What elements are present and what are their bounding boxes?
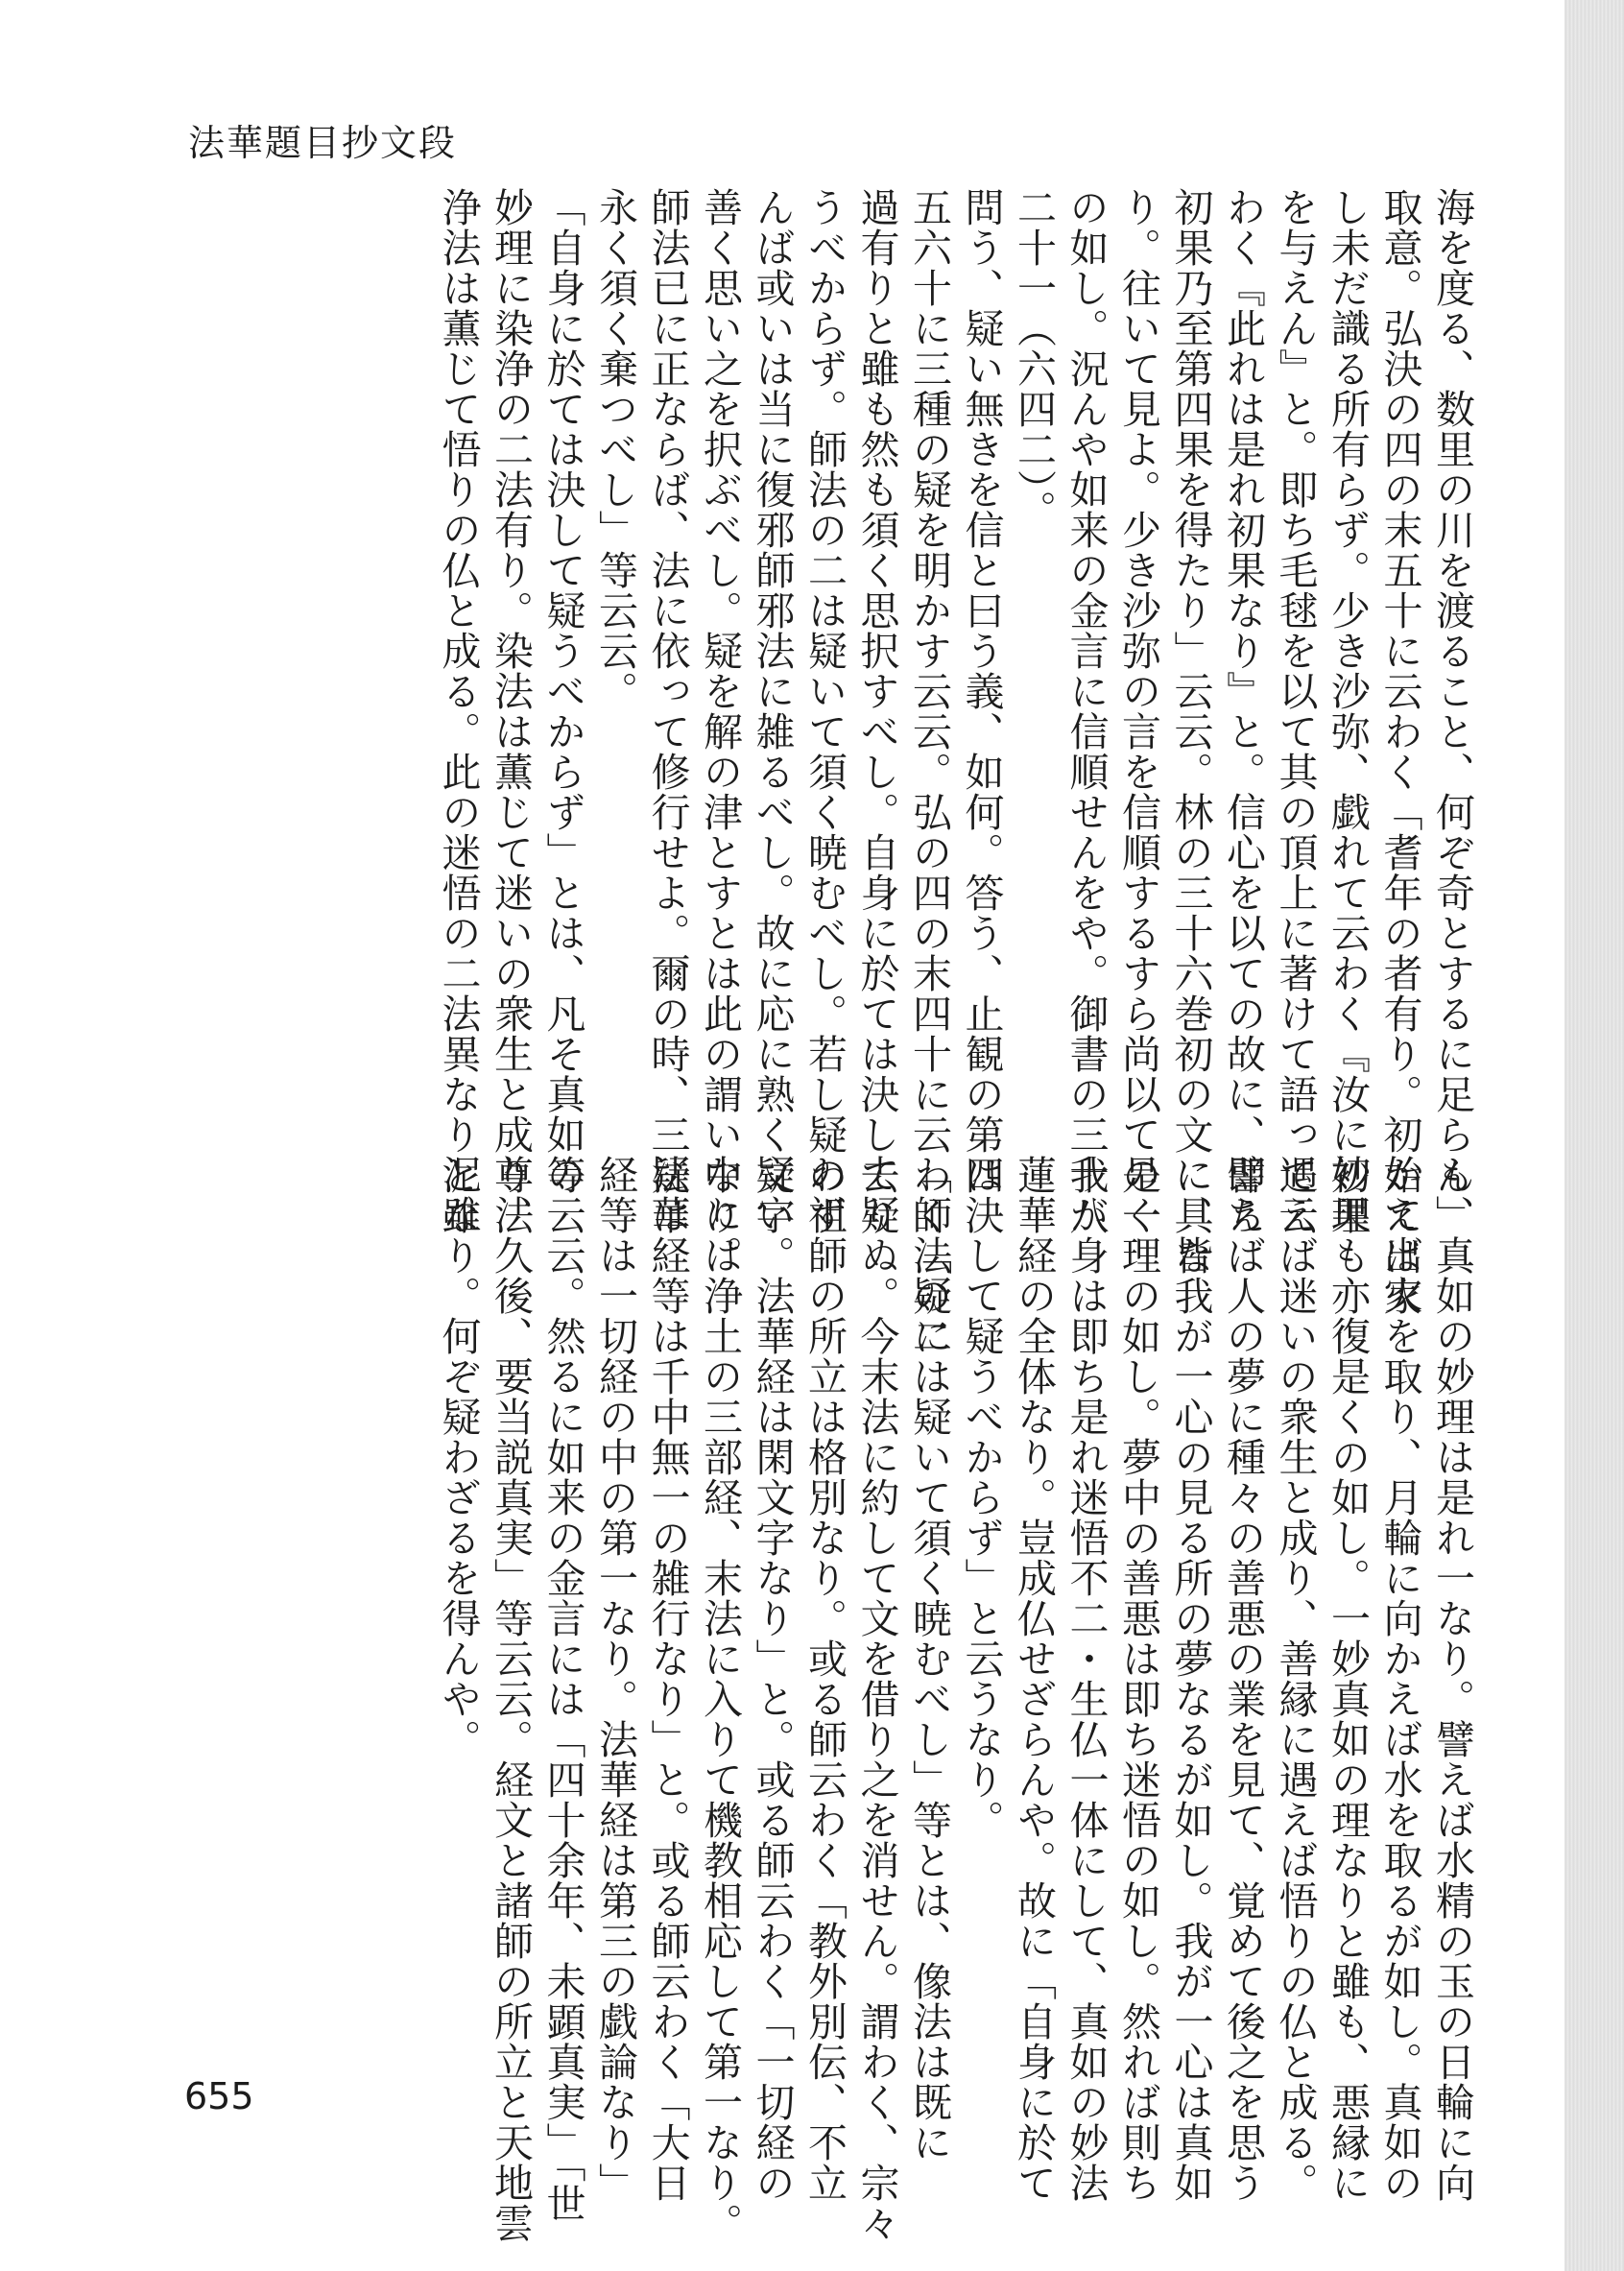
- text-line: わく『此れは是れ初果なり』と。信心を以ての故に、即ち: [1220, 187, 1266, 1235]
- text-line: 「自身に於ては決して疑うべからず」とは、凡そ真如の: [539, 187, 586, 1195]
- page-number: 655: [184, 2075, 254, 2117]
- text-line: 問う、疑い無きを信と曰う義、如何。答う、止観の第四: [958, 187, 1005, 1195]
- text-line: んば或いは当に復邪師邪法に雑るべし。故に応に熟く疑い: [749, 187, 796, 1235]
- text-line: 泥なり。何ぞ疑わざるを得んや。: [435, 1155, 482, 1759]
- text-line: 永く須く棄つべし」等云云。: [592, 187, 638, 711]
- text-line: は決して疑うべからず」と云うなり。: [958, 1155, 1005, 1840]
- text-line: 浄法は薫じて悟りの仏と成る。此の迷悟の二法異なりと雖: [435, 187, 482, 1235]
- text-line: に、皆我が一心の見る所の夢なるが如し。我が一心は真如: [1167, 1155, 1214, 2203]
- text-line: 我が身は即ち是れ迷悟不二・生仏一体にして、真如の妙法: [1063, 1155, 1110, 2203]
- text-line: うべからず。師法の二は疑いて須く暁むべし。若し疑わず: [801, 187, 848, 1235]
- text-line: 中には浄土の三部経、末法に入りて機教相応して第一なり。: [697, 1155, 743, 2243]
- text-line: 妙理に染浄の二法有り。染法は薫じて迷いの衆生と成り、: [488, 187, 534, 1235]
- text-line: り。往いて見よ。少き沙弥の言を信順するすら尚以て是く: [1115, 187, 1161, 1235]
- running-head: 法華題目抄文段: [188, 122, 458, 164]
- text-line: 妙理も亦復是くの如し。一妙真如の理なりと雖も、悪縁に: [1325, 1155, 1371, 2203]
- text-line: 遇えば迷いの衆生と成り、善縁に遇えば悟りの仏と成る。: [1272, 1155, 1319, 2203]
- text-line: 譬えば人の夢に種々の善悪の業を見て、覚めて後之を思う: [1220, 1155, 1266, 2203]
- text-line: 二十一（六四二）。: [1011, 187, 1057, 531]
- text-line: 法華経等は千中無一の雑行なり」と。或る師云わく「大日: [644, 1155, 691, 2203]
- text-block-top: [144, 187, 1478, 1356]
- text-line: の如し。況んや如来の金言に信順せんをや。御書の三十八: [1063, 187, 1110, 1235]
- text-line: 過有りと雖も然も須く思択すべし。自身に於ては決して疑: [853, 187, 900, 1235]
- text-line: 「師法の二は疑いて須く暁むべし」等とは、像法は既に: [906, 1155, 952, 2163]
- text-line: 経等は一切経の中の第一なり。法華経は第三の戯論なり」: [592, 1155, 638, 2203]
- text-block-bottom: [144, 1155, 1478, 2243]
- text-line: 善く思い之を択ぶべし。疑を解の津とすとは此の謂いなり。: [697, 187, 743, 1276]
- text-line: 初果乃至第四果を得たり」云云。林の三十六巻初の文に具な: [1167, 187, 1214, 1276]
- text-line: も、真如の妙理は是れ一なり。譬えば水精の玉の日輪に向: [1429, 1155, 1475, 2203]
- page-edge-shading: [1564, 0, 1624, 2271]
- text-line: し未だ識る所有らず。少き沙弥、戯れて云わく『汝に初果: [1325, 187, 1371, 1235]
- text-line: を与えん』と。即ち毛毬を以て其の頂上に著けて語って云: [1272, 187, 1319, 1235]
- text-line: の祖師の所立は格別なり。或る師云わく「教外別伝、不立: [801, 1155, 848, 2203]
- text-line: 等云云。然るに如来の金言には「四十余年、未顕真実」「世: [539, 1155, 586, 2224]
- text-line: 取意。弘決の四の末五十に云わく「耆年の者有り。初始て出家: [1376, 187, 1423, 1316]
- text-line: 尊法久後、要当説真実」等云云。経文と諸師の所立と天地雲: [488, 1155, 534, 2243]
- text-line: 文字。法華経は閑文字なり」と。或る師云わく「一切経の: [749, 1155, 796, 2203]
- text-line: かえば火を取り、月輪に向かえば水を取るが如し。真如の: [1376, 1155, 1423, 2203]
- text-line: 五六十に三種の疑を明かす云云。弘の四の末四十に云わく「疑に: [906, 187, 952, 1356]
- text-line: の一理の如し。夢中の善悪は即ち迷悟の如し。然れば則ち: [1115, 1155, 1161, 2203]
- text-line: 海を度る、数里の川を渡ること、何ぞ奇とするに足らん」: [1429, 187, 1475, 1235]
- text-line: 蓮華経の全体なり。豈成仏せざらんや。故に「自身に於て: [1011, 1155, 1057, 2203]
- text-line: 去りぬ。今末法に約して文を借り之を消せん。謂わく、宗々: [853, 1155, 900, 2243]
- text-line: 師法已に正ならば、法に依って修行せよ。爾の時、三疑は: [644, 187, 691, 1235]
